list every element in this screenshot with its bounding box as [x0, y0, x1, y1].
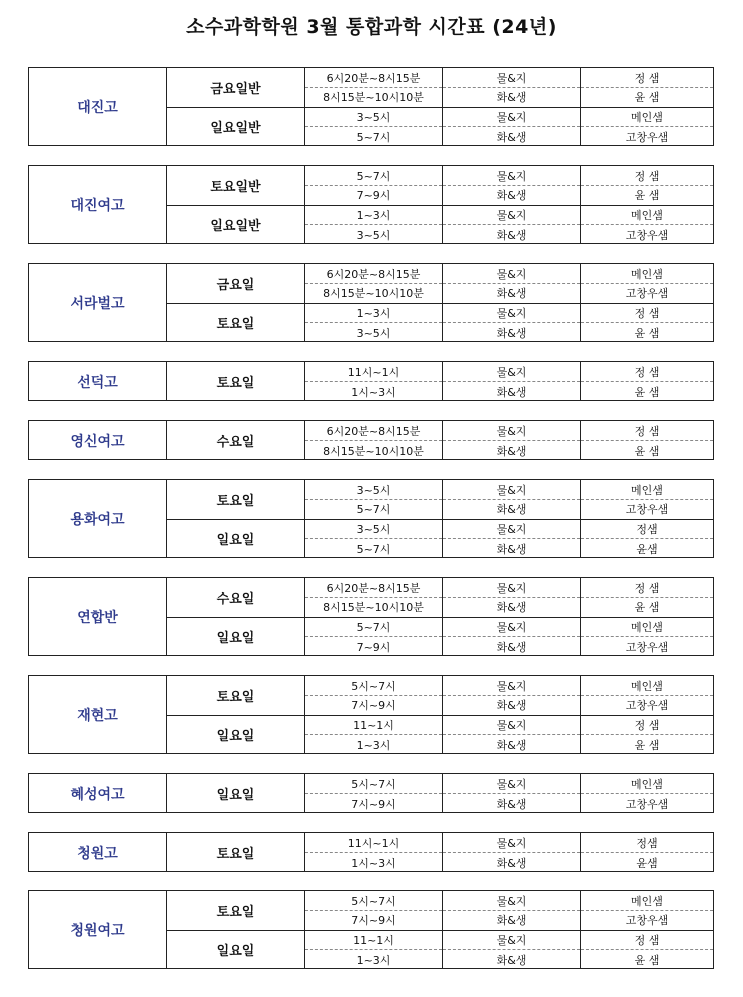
school-block: [28, 67, 714, 146]
class-subject: 물&지: [443, 774, 581, 794]
class-subject: 물&지: [443, 480, 581, 500]
school-block: [28, 577, 714, 656]
class-day: 토요일: [167, 303, 305, 342]
class-teacher: 정 샘: [581, 68, 714, 88]
class-day: 수요일: [167, 421, 305, 460]
class-subject: 화&생: [443, 88, 581, 108]
class-subject: 화&생: [443, 794, 581, 814]
schedule-table: [29, 421, 713, 460]
class-time: 11시~1시: [305, 362, 443, 382]
schedule-table: [29, 166, 713, 244]
class-time: 5시~7시: [305, 891, 443, 911]
table-row: [29, 264, 713, 284]
class-time: 5시~7시: [305, 774, 443, 794]
school-block: [28, 263, 714, 342]
class-subject: 물&지: [443, 68, 581, 88]
class-teacher: 고창우샘: [625, 640, 669, 654]
page-title: 소수과학학원 3월 통합과학 시간표 (24년): [186, 16, 557, 38]
class-subject: 화&생: [443, 950, 581, 970]
class-subject: 화&생: [443, 500, 581, 520]
class-time: 1~3시: [305, 950, 443, 970]
class-time: 3~5시: [305, 107, 443, 127]
class-day: 일요일반: [167, 107, 305, 146]
school-block: [28, 773, 714, 813]
class-time: 5~7시: [305, 500, 443, 520]
class-teacher: 고창우샘: [581, 284, 714, 304]
class-day: 금요일: [167, 264, 305, 303]
schedule-table: [29, 774, 713, 813]
school-name: 청원여고: [29, 891, 167, 969]
school-block: [28, 832, 714, 872]
class-day: 수요일: [167, 578, 305, 617]
table-row: [29, 578, 713, 598]
class-teacher: 윤샘: [636, 856, 658, 870]
class-time: 7시~9시: [305, 696, 443, 716]
class-teacher: 정샘: [581, 519, 714, 539]
class-teacher: 윤 샘: [581, 598, 714, 618]
class-subject: 물&지: [443, 264, 581, 284]
class-teacher: 정 샘: [581, 421, 714, 441]
school-name: 혜성여고: [29, 774, 167, 813]
table-row: [29, 362, 713, 382]
school-block: [28, 479, 714, 558]
class-teacher: 정 샘: [581, 362, 714, 382]
class-day: 토요일반: [167, 166, 305, 205]
class-teacher: 정 샘: [581, 715, 714, 735]
class-time: 11~1시: [305, 930, 443, 950]
class-time: 1시~3시: [305, 853, 443, 873]
class-day: 토요일: [167, 891, 305, 930]
schedule-table: [29, 833, 713, 872]
class-subject: 화&생: [443, 735, 581, 755]
class-subject: 화&생: [443, 911, 581, 931]
school-block: [28, 165, 714, 244]
schedule-table: [29, 264, 713, 342]
table-row: [29, 774, 713, 794]
class-subject: 물&지: [443, 205, 581, 225]
class-time: 7~9시: [305, 637, 443, 657]
class-teacher: 윤 샘: [581, 186, 714, 206]
class-teacher: 메인샘: [581, 107, 714, 127]
class-day: 토요일: [167, 833, 305, 872]
school-name: 영신여고: [29, 421, 167, 460]
class-teacher: 윤 샘: [634, 444, 660, 458]
table-row: [29, 166, 713, 186]
schedule-table: [29, 68, 713, 146]
class-time: 8시15분~10시10분: [305, 284, 443, 304]
class-time: 8시15분~10시10분: [305, 598, 443, 618]
class-teacher: 메인샘: [581, 891, 714, 911]
class-subject: 물&지: [443, 930, 581, 950]
class-teacher: 정샘: [581, 833, 714, 853]
table-row: [29, 480, 713, 500]
class-subject: 화&생: [443, 637, 581, 657]
class-time: 6시20분~8시15분: [305, 578, 443, 598]
class-teacher: 윤 샘: [581, 88, 714, 108]
class-subject: 물&지: [443, 107, 581, 127]
school-block: [28, 361, 714, 401]
table-row: [29, 421, 713, 441]
school-block: [28, 675, 714, 754]
class-day: 금요일반: [167, 68, 305, 107]
school-name: 대진고: [29, 68, 167, 146]
class-teacher: 고창우샘: [581, 696, 714, 716]
class-subject: 물&지: [443, 421, 581, 441]
class-teacher: 정 샘: [581, 930, 714, 950]
class-subject: 화&생: [443, 539, 581, 559]
school-block: [28, 420, 714, 460]
class-teacher: 고창우샘: [581, 500, 714, 520]
class-teacher: 고창우샘: [625, 228, 669, 242]
class-teacher: 메인샘: [581, 774, 714, 794]
class-subject: 물&지: [443, 519, 581, 539]
class-subject: 물&지: [443, 715, 581, 735]
class-teacher: 메인샘: [581, 205, 714, 225]
schedule-table: [29, 891, 713, 969]
class-subject: 물&지: [443, 891, 581, 911]
class-subject: 화&생: [443, 382, 581, 402]
class-time: 1~3시: [305, 303, 443, 323]
class-day: 토요일: [167, 480, 305, 519]
class-teacher: 윤 샘: [634, 953, 660, 967]
class-teacher: 정 샘: [581, 166, 714, 186]
class-time: 8시15분~10시10분: [305, 441, 443, 461]
table-row: [29, 676, 713, 696]
class-day: 일요일: [167, 519, 305, 558]
class-subject: 화&생: [443, 853, 581, 873]
class-teacher: 정 샘: [581, 578, 714, 598]
class-subject: 물&지: [443, 833, 581, 853]
school-name: 서라벌고: [29, 264, 167, 342]
class-time: 5~7시: [305, 539, 443, 559]
school-name: 연합반: [29, 578, 167, 656]
class-teacher: 메인샘: [581, 676, 714, 696]
schedule-table: [29, 480, 713, 558]
class-time: 1~3시: [305, 205, 443, 225]
class-teacher: 고창우샘: [581, 911, 714, 931]
class-teacher: 메인샘: [581, 480, 714, 500]
class-day: 일요일반: [167, 205, 305, 244]
school-name: 대진여고: [29, 166, 167, 244]
class-teacher: 고창우샘: [625, 797, 669, 811]
class-subject: 화&생: [443, 225, 581, 245]
class-subject: 물&지: [443, 166, 581, 186]
class-day: 일요일: [167, 774, 305, 813]
class-teacher: 윤샘: [636, 542, 658, 556]
class-subject: 화&생: [443, 284, 581, 304]
class-time: 6시20분~8시15분: [305, 68, 443, 88]
school-name: 선덕고: [29, 362, 167, 401]
class-time: 3~5시: [305, 225, 443, 245]
class-day: 일요일: [167, 715, 305, 754]
table-row: [29, 68, 713, 88]
class-time: 11~1시: [305, 715, 443, 735]
class-day: 일요일: [167, 930, 305, 969]
class-time: 3~5시: [305, 480, 443, 500]
class-subject: 물&지: [443, 617, 581, 637]
class-time: 5~7시: [305, 127, 443, 147]
class-time: 5시~7시: [305, 676, 443, 696]
class-time: 7~9시: [305, 186, 443, 206]
schedule-table: [29, 362, 713, 401]
class-time: 5~7시: [305, 617, 443, 637]
class-time: 6시20분~8시15분: [305, 264, 443, 284]
class-subject: 화&생: [443, 127, 581, 147]
table-row: [29, 833, 713, 853]
class-day: 일요일: [167, 617, 305, 656]
class-time: 5~7시: [305, 166, 443, 186]
schedule-table: [29, 578, 713, 656]
class-time: 7시~9시: [305, 794, 443, 814]
class-teacher: 고창우샘: [625, 130, 669, 144]
school-name: 용화여고: [29, 480, 167, 558]
class-subject: 물&지: [443, 578, 581, 598]
class-day: 토요일: [167, 676, 305, 715]
class-time: 8시15분~10시10분: [305, 88, 443, 108]
schedule-table: [29, 676, 713, 754]
class-subject: 물&지: [443, 676, 581, 696]
class-time: 1시~3시: [305, 382, 443, 402]
school-name: 청원고: [29, 833, 167, 872]
class-teacher: 윤 샘: [634, 326, 660, 340]
class-subject: 화&생: [443, 696, 581, 716]
class-time: 6시20분~8시15분: [305, 421, 443, 441]
class-subject: 화&생: [443, 323, 581, 343]
class-teacher: 윤 샘: [634, 738, 660, 752]
class-teacher: 메인샘: [581, 264, 714, 284]
class-subject: 물&지: [443, 303, 581, 323]
class-day: 토요일: [167, 362, 305, 401]
class-time: 3~5시: [305, 519, 443, 539]
table-row: [29, 891, 713, 911]
class-subject: 물&지: [443, 362, 581, 382]
class-time: 11시~1시: [305, 833, 443, 853]
class-time: 7시~9시: [305, 911, 443, 931]
class-teacher: 메인샘: [581, 617, 714, 637]
class-subject: 화&생: [443, 598, 581, 618]
class-subject: 화&생: [443, 441, 581, 461]
class-time: 1~3시: [305, 735, 443, 755]
school-block: [28, 890, 714, 969]
class-teacher: 정 샘: [581, 303, 714, 323]
school-name: 재현고: [29, 676, 167, 754]
class-time: 3~5시: [305, 323, 443, 343]
class-subject: 화&생: [443, 186, 581, 206]
class-teacher: 윤 샘: [634, 385, 660, 399]
